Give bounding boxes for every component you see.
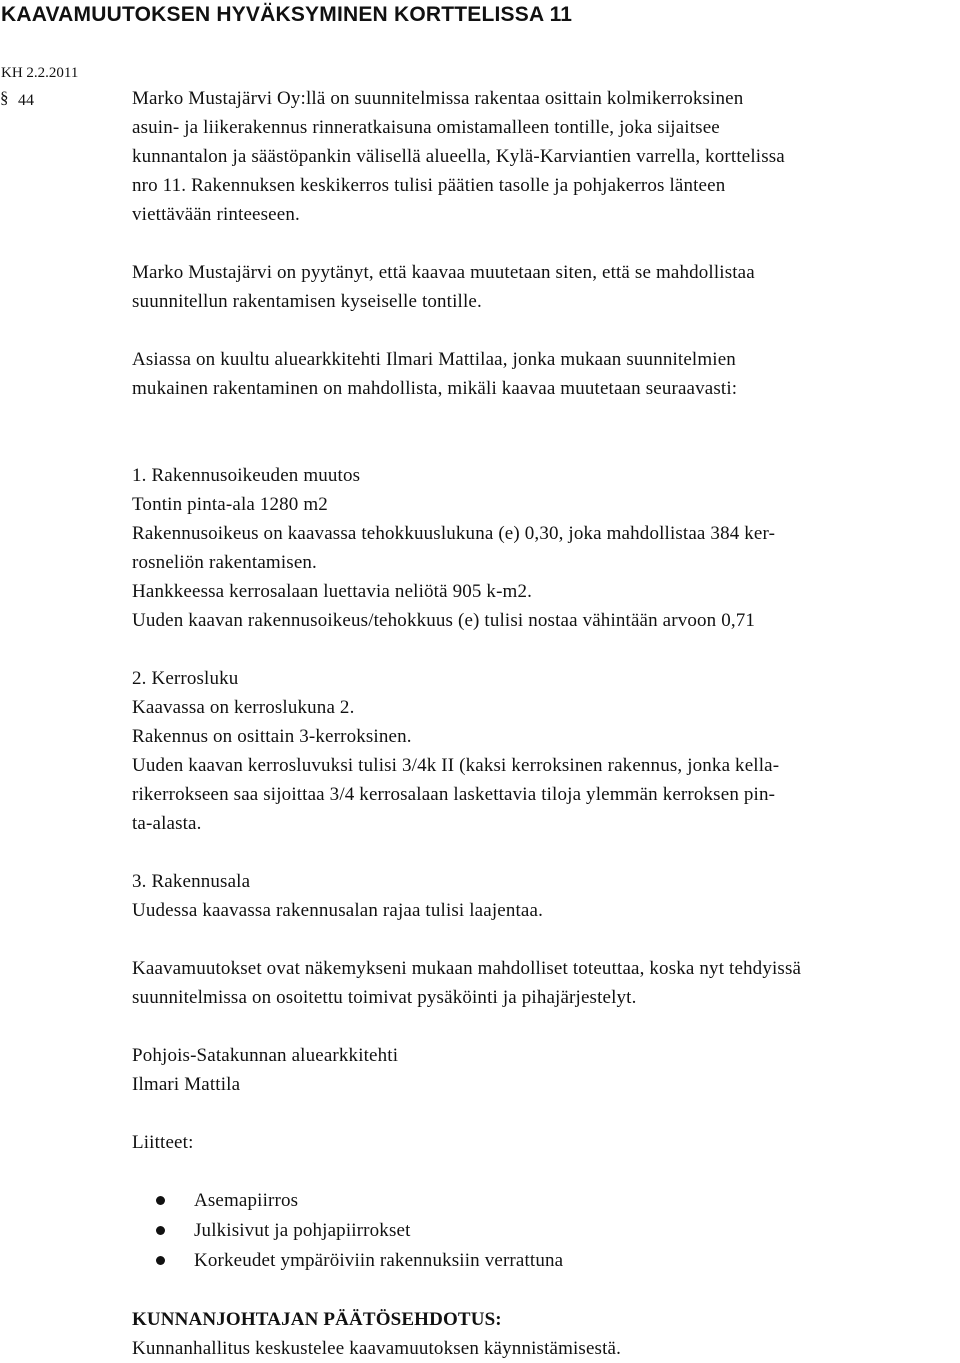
request-paragraph: [132, 258, 960, 316]
section-heading: 1. Rakennusoikeuden muutos: [132, 465, 361, 486]
document-body: [132, 84, 960, 1363]
signature-block: [132, 1041, 960, 1099]
text-line: mukainen rakentaminen on mahdollista, mikäli kaavaa muutetaan seuraavasti:: [132, 378, 738, 399]
building-area-section: [132, 867, 960, 925]
proposal-text: Kunnanhallitus keskustelee kaavamuutoksen käynnistämisestä.: [132, 1338, 622, 1359]
text-line: nro 11. Rakennuksen keskikerros tulisi päätien tasolle ja pohjakerros länteen: [132, 175, 726, 196]
attachments-list: [132, 1186, 960, 1276]
text-line: suunnitelmissa on osoitettu toimivat pysäköinti ja pihajärjestelyt.: [132, 987, 637, 1008]
text-line: Tontin pinta-ala 1280 m2: [132, 494, 328, 515]
text-line: Uuden kaavan rakennusoikeus/tehokkuus (e) tulisi nostaa vähintään arvoon 0,71: [132, 610, 756, 631]
section-heading: 3. Rakennusala: [132, 871, 251, 892]
bullet-icon: [156, 1226, 165, 1235]
text-line: ta-alasta.: [132, 813, 202, 834]
meeting-reference: KH 2.2.2011: [1, 65, 79, 81]
text-line: asuin- ja liikerakennus rinneratkaisuna omistamalleen tontille, joka sijaitsee: [132, 117, 720, 138]
text-line: Rakennus on osittain 3-kerroksinen.: [132, 726, 412, 747]
attachment-label: Julkisivut ja pohjapiirrokset: [194, 1220, 411, 1241]
text-line: rikerrokseen saa sijoittaa 3/4 kerrosalaan laskettavia tiloja ylemmän kerroksen pin-: [132, 784, 776, 805]
text-line: rosneliön rakentamisen.: [132, 552, 317, 573]
attachments-label-text: Liitteet:: [132, 1132, 194, 1153]
text-line: Marko Mustajärvi on pyytänyt, että kaavaa muutetaan siten, että se mahdollistaa: [132, 262, 755, 283]
text-line: Marko Mustajärvi Oy:llä on suunnitelmissa rakentaa osittain kolmikerroksinen: [132, 88, 744, 109]
background-paragraph: [132, 84, 960, 229]
text-line: Rakennusoikeus on kaavassa tehokkuuslukuna (e) 0,30, joka mahdollistaa 384 ker-: [132, 523, 776, 544]
signer-title: Pohjois-Satakunnan aluearkkitehti: [132, 1045, 399, 1066]
conclusion-paragraph: [132, 954, 960, 1012]
section-heading: 2. Kerrosluku: [132, 668, 239, 689]
text-line: kunnantalon ja säästöpankin välisellä alueella, Kylä-Karviantien varrella, korttelissa: [132, 146, 785, 167]
attachment-label: Asemapiirros: [194, 1190, 299, 1211]
proposal-heading: KUNNANJOHTAJAN PÄÄTÖSEHDOTUS:: [132, 1309, 502, 1330]
list-item: [132, 1246, 960, 1276]
text-line: Uudessa kaavassa rakennusalan rajaa tulisi laajentaa.: [132, 900, 543, 921]
attachments-label: [132, 1128, 960, 1157]
signer-name: Ilmari Mattila: [132, 1074, 241, 1095]
building-rights-section: [132, 461, 960, 635]
bullet-icon: [156, 1256, 165, 1265]
text-line: Kaavamuutokset ovat näkemykseni mukaan mahdolliset toteuttaa, koska nyt tehdyissä: [132, 958, 802, 979]
floor-count-section: [132, 664, 960, 838]
document-title: KAAVAMUUTOKSEN HYVÄKSYMINEN KORTTELISSA 11: [1, 3, 573, 26]
text-line: viettävään rinteeseen.: [132, 204, 300, 225]
proposal-block: [132, 1305, 960, 1363]
text-line: Uuden kaavan kerrosluvuksi tulisi 3/4k II (kaksi kerroksinen rakennus, jonka kella-: [132, 755, 780, 776]
list-item: [132, 1216, 960, 1246]
text-line: Asiassa on kuultu aluearkkitehti Ilmari Mattilaa, jonka mukaan suunnitelmien: [132, 349, 736, 370]
bullet-icon: [156, 1196, 165, 1205]
list-item: [132, 1186, 960, 1216]
text-line: Kaavassa on kerroslukuna 2.: [132, 697, 355, 718]
text-line: suunnitellun rakentamisen kyseiselle tontille.: [132, 291, 482, 312]
section-number: 44: [18, 92, 34, 109]
section-symbol: §: [0, 88, 9, 107]
attachment-label: Korkeudet ympäröiviin rakennuksiin verrattuna: [194, 1250, 564, 1271]
consultation-paragraph: [132, 345, 960, 403]
text-line: Hankkeessa kerrosalaan luettavia neliötä 905 k-m2.: [132, 581, 533, 602]
